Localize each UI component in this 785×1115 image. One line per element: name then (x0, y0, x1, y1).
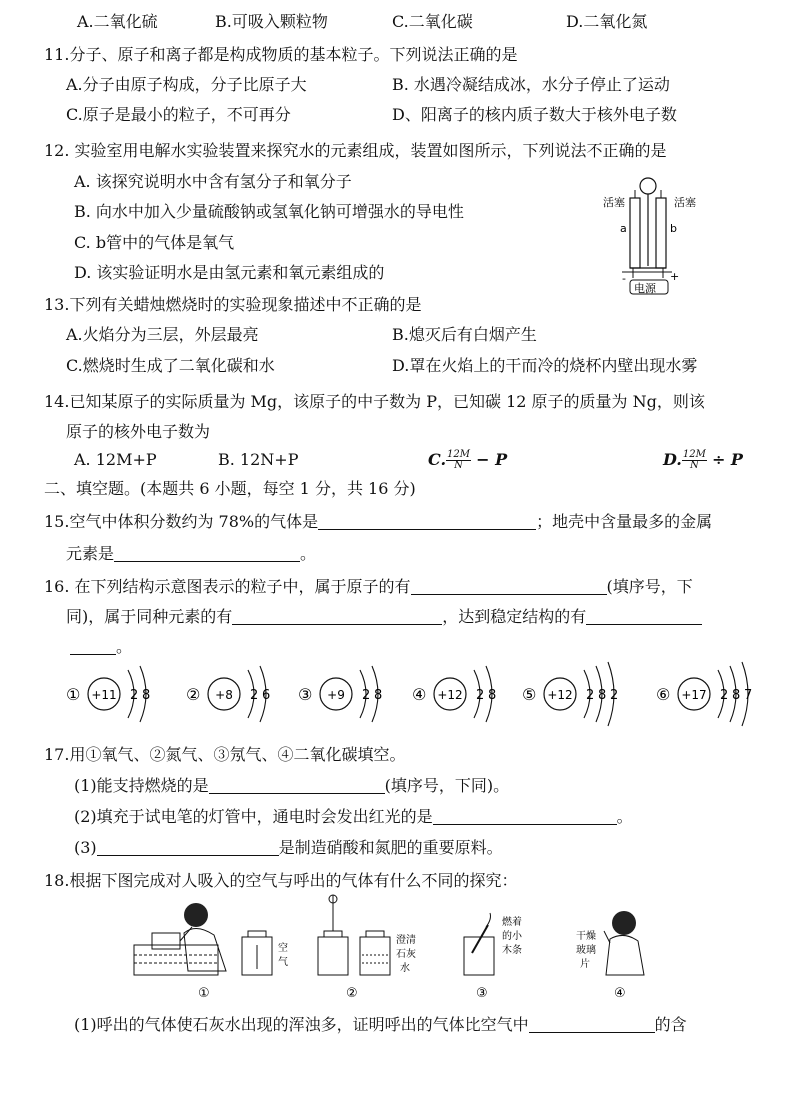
q17-part1: (1)能支持燃烧的是 (填序号，下同)。 (74, 776, 510, 795)
q14-option-c: C. $\frac{12M}{N}$ − P (428, 449, 508, 471)
power-supply-label: 电源 (634, 282, 656, 295)
svg-text:玻璃: 玻璃 (576, 945, 596, 956)
q13-option-a: A.火焰分为三层，外层最亮 (66, 325, 259, 344)
shell-electron-count: 8 (598, 688, 607, 703)
nucleus-charge: +11 (91, 688, 117, 702)
atom-diagram-3 (298, 666, 382, 722)
electrolysis-apparatus-figure (600, 176, 710, 298)
atomic-structure-diagrams (66, 660, 766, 728)
answer-blank[interactable] (411, 578, 607, 595)
q17-stem: 17.用①氧气、②氮气、③氖气、④二氧化碳填空。 (44, 745, 406, 764)
shell-electron-count: 2 (362, 688, 371, 703)
svg-text:的小: 的小 (502, 931, 522, 942)
figure-number-2: ② (346, 986, 358, 1001)
answer-blank[interactable] (586, 608, 702, 625)
shell-electron-count: 2 (476, 688, 485, 703)
answer-blank[interactable] (232, 608, 442, 625)
q14-option-b: B. 12N+P (218, 450, 299, 469)
answer-blank[interactable] (433, 808, 617, 825)
q14-stem-line1: 14.已知某原子的实际质量为 Mg，该原子的中子数为 P，已知碳 12 原子的质量为 Ng，则该 (44, 392, 705, 411)
particle-index: ① (66, 685, 81, 704)
figure-number-4: ④ (614, 986, 626, 1001)
q12-option-d: D. 该实验证明水是由氢元素和氧元素组成的 (74, 263, 385, 282)
atom-diagram-4 (412, 666, 496, 722)
nucleus-charge: +12 (437, 688, 463, 702)
shell-electron-count: 6 (262, 688, 271, 703)
experiment-3-illustration (464, 913, 523, 975)
q17-part2: (2)填充于试电笔的灯管中，通电时会发出红光的是 。 (74, 807, 633, 826)
q11-option-b: B. 水遇冷凝结成冰，水分子停止了运动 (392, 75, 670, 94)
section-title-fill-in: 二、填空题。(本题共 6 小题，每空 1 分，共 16 分) (44, 479, 416, 498)
answer-blank[interactable] (70, 638, 116, 655)
atom-diagram-5 (522, 662, 618, 726)
breathing-experiment-figure (130, 893, 660, 1005)
q18-stem: 18.根据下图完成对人吸入的空气与呼出的气体有什么不同的探究： (44, 871, 518, 890)
tube-a-label: a (620, 222, 627, 235)
q11-option-a: A.分子由原子构成，分子比原子大 (66, 75, 307, 94)
q14-stem-line2: 原子的核外电子数为 (66, 422, 211, 441)
shell-electron-count: 2 (250, 688, 259, 703)
svg-text:石灰: 石灰 (396, 949, 416, 960)
experiment-4-illustration (576, 911, 644, 975)
q15-line2: 元素是 。 (66, 544, 317, 563)
q10-option-c: C.二氧化碳 (392, 12, 473, 31)
q13-option-d: D.罩在火焰上的干而冷的烧杯内壁出现水雾 (392, 356, 698, 375)
answer-blank[interactable] (114, 545, 300, 562)
shell-electron-count: 2 (610, 688, 619, 703)
shell-electron-count: 2 (130, 688, 139, 703)
particle-index: ③ (298, 685, 313, 704)
shell-electron-count: 8 (142, 688, 151, 703)
q15-line1: 15.空气中体积分数约为 78%的气体是 ；地壳中含量最多的金属 (44, 512, 713, 531)
shell-electron-count: 8 (374, 688, 383, 703)
q14-option-a: A. 12M+P (74, 450, 157, 469)
particle-index: ⑥ (656, 685, 671, 704)
svg-text:片: 片 (580, 959, 590, 970)
figure-number-3: ③ (476, 986, 488, 1001)
shell-electron-count: 2 (720, 688, 729, 703)
q11-option-d: D、阳离子的核内质子数大于核外电子数 (392, 105, 677, 124)
nucleus-charge: +9 (327, 688, 345, 702)
stopcock-right-label: 活塞 (674, 196, 696, 209)
answer-blank[interactable] (209, 777, 385, 794)
particle-index: ② (186, 685, 201, 704)
q13-option-c: C.燃烧时生成了二氧化碳和水 (66, 356, 275, 375)
q10-option-d: D.二氧化氮 (566, 12, 648, 31)
q18-part1: (1)呼出的气体使石灰水出现的浑浊多，证明呼出的气体比空气中 的含 (74, 1015, 687, 1034)
nucleus-charge: +8 (215, 688, 233, 702)
q13-stem: 13.下列有关蜡烛燃烧时的实验现象描述中不正确的是 (44, 295, 422, 314)
q17-part3: (3) 是制造硝酸和氮肥的重要原料。 (74, 838, 503, 857)
shell-electron-count: 2 (586, 688, 595, 703)
shell-electron-count: 8 (488, 688, 497, 703)
positive-terminal-label: + (670, 270, 680, 283)
q12-stem: 12. 实验室用电解水实验装置来探究水的元素组成，装置如图所示，下列说法不正确的是 (44, 141, 667, 160)
tube-b-label: b (670, 222, 677, 235)
atom-diagram-2 (186, 666, 270, 722)
q11-stem: 11.分子、原子和离子都是构成物质的基本粒子。下列说法正确的是 (44, 45, 518, 64)
atom-diagram-6 (656, 662, 752, 726)
q16-line1: 16. 在下列结构示意图表示的粒子中，属于原子的有 (填序号，下 (44, 577, 693, 596)
answer-blank[interactable] (318, 513, 536, 530)
figure-number-1: ① (198, 986, 210, 1001)
q10-option-a: A.二氧化硫 (77, 12, 158, 31)
q12-option-b: B. 向水中加入少量硫酸钠或氢氧化钠可增强水的导电性 (74, 202, 464, 221)
particle-index: ④ (412, 685, 427, 704)
q12-option-c: C. b管中的气体是氧气 (74, 233, 235, 252)
shell-electron-count: 8 (732, 688, 741, 703)
svg-text:木条: 木条 (502, 945, 522, 956)
limewater-label: 澄清 (396, 935, 416, 946)
q13-option-b: B.熄灭后有白烟产生 (392, 325, 537, 344)
q14-option-d: D. $\frac{12M}{N}$ ÷ P (663, 449, 743, 471)
experiment-2-illustration (318, 895, 416, 975)
answer-blank[interactable] (97, 839, 279, 856)
glass-label: 干燥 (576, 931, 596, 942)
q11-option-c: C.原子是最小的粒子，不可再分 (66, 105, 291, 124)
particle-index: ⑤ (522, 685, 537, 704)
nucleus-charge: +17 (681, 688, 707, 702)
stick-label: 燃着 (502, 917, 522, 928)
shell-electron-count: 7 (744, 688, 753, 703)
svg-text:气: 气 (278, 957, 288, 968)
q12-option-a: A. 该探究说明水中含有氢分子和氧分子 (74, 172, 352, 191)
answer-blank[interactable] (529, 1016, 655, 1033)
negative-terminal-label: - (622, 272, 626, 285)
nucleus-charge: +12 (547, 688, 573, 702)
q10-option-b: B.可吸入颗粒物 (215, 12, 328, 31)
experiment-1-illustration (134, 903, 288, 975)
svg-text:水: 水 (400, 963, 410, 974)
q16-line3: 。 (70, 637, 132, 657)
atom-diagram-1 (66, 666, 150, 722)
stopcock-left-label: 活塞 (603, 196, 625, 209)
q16-line2: 同)，属于同种元素的有 ，达到稳定结构的有 (66, 607, 702, 627)
air-label: 空 (278, 943, 288, 954)
